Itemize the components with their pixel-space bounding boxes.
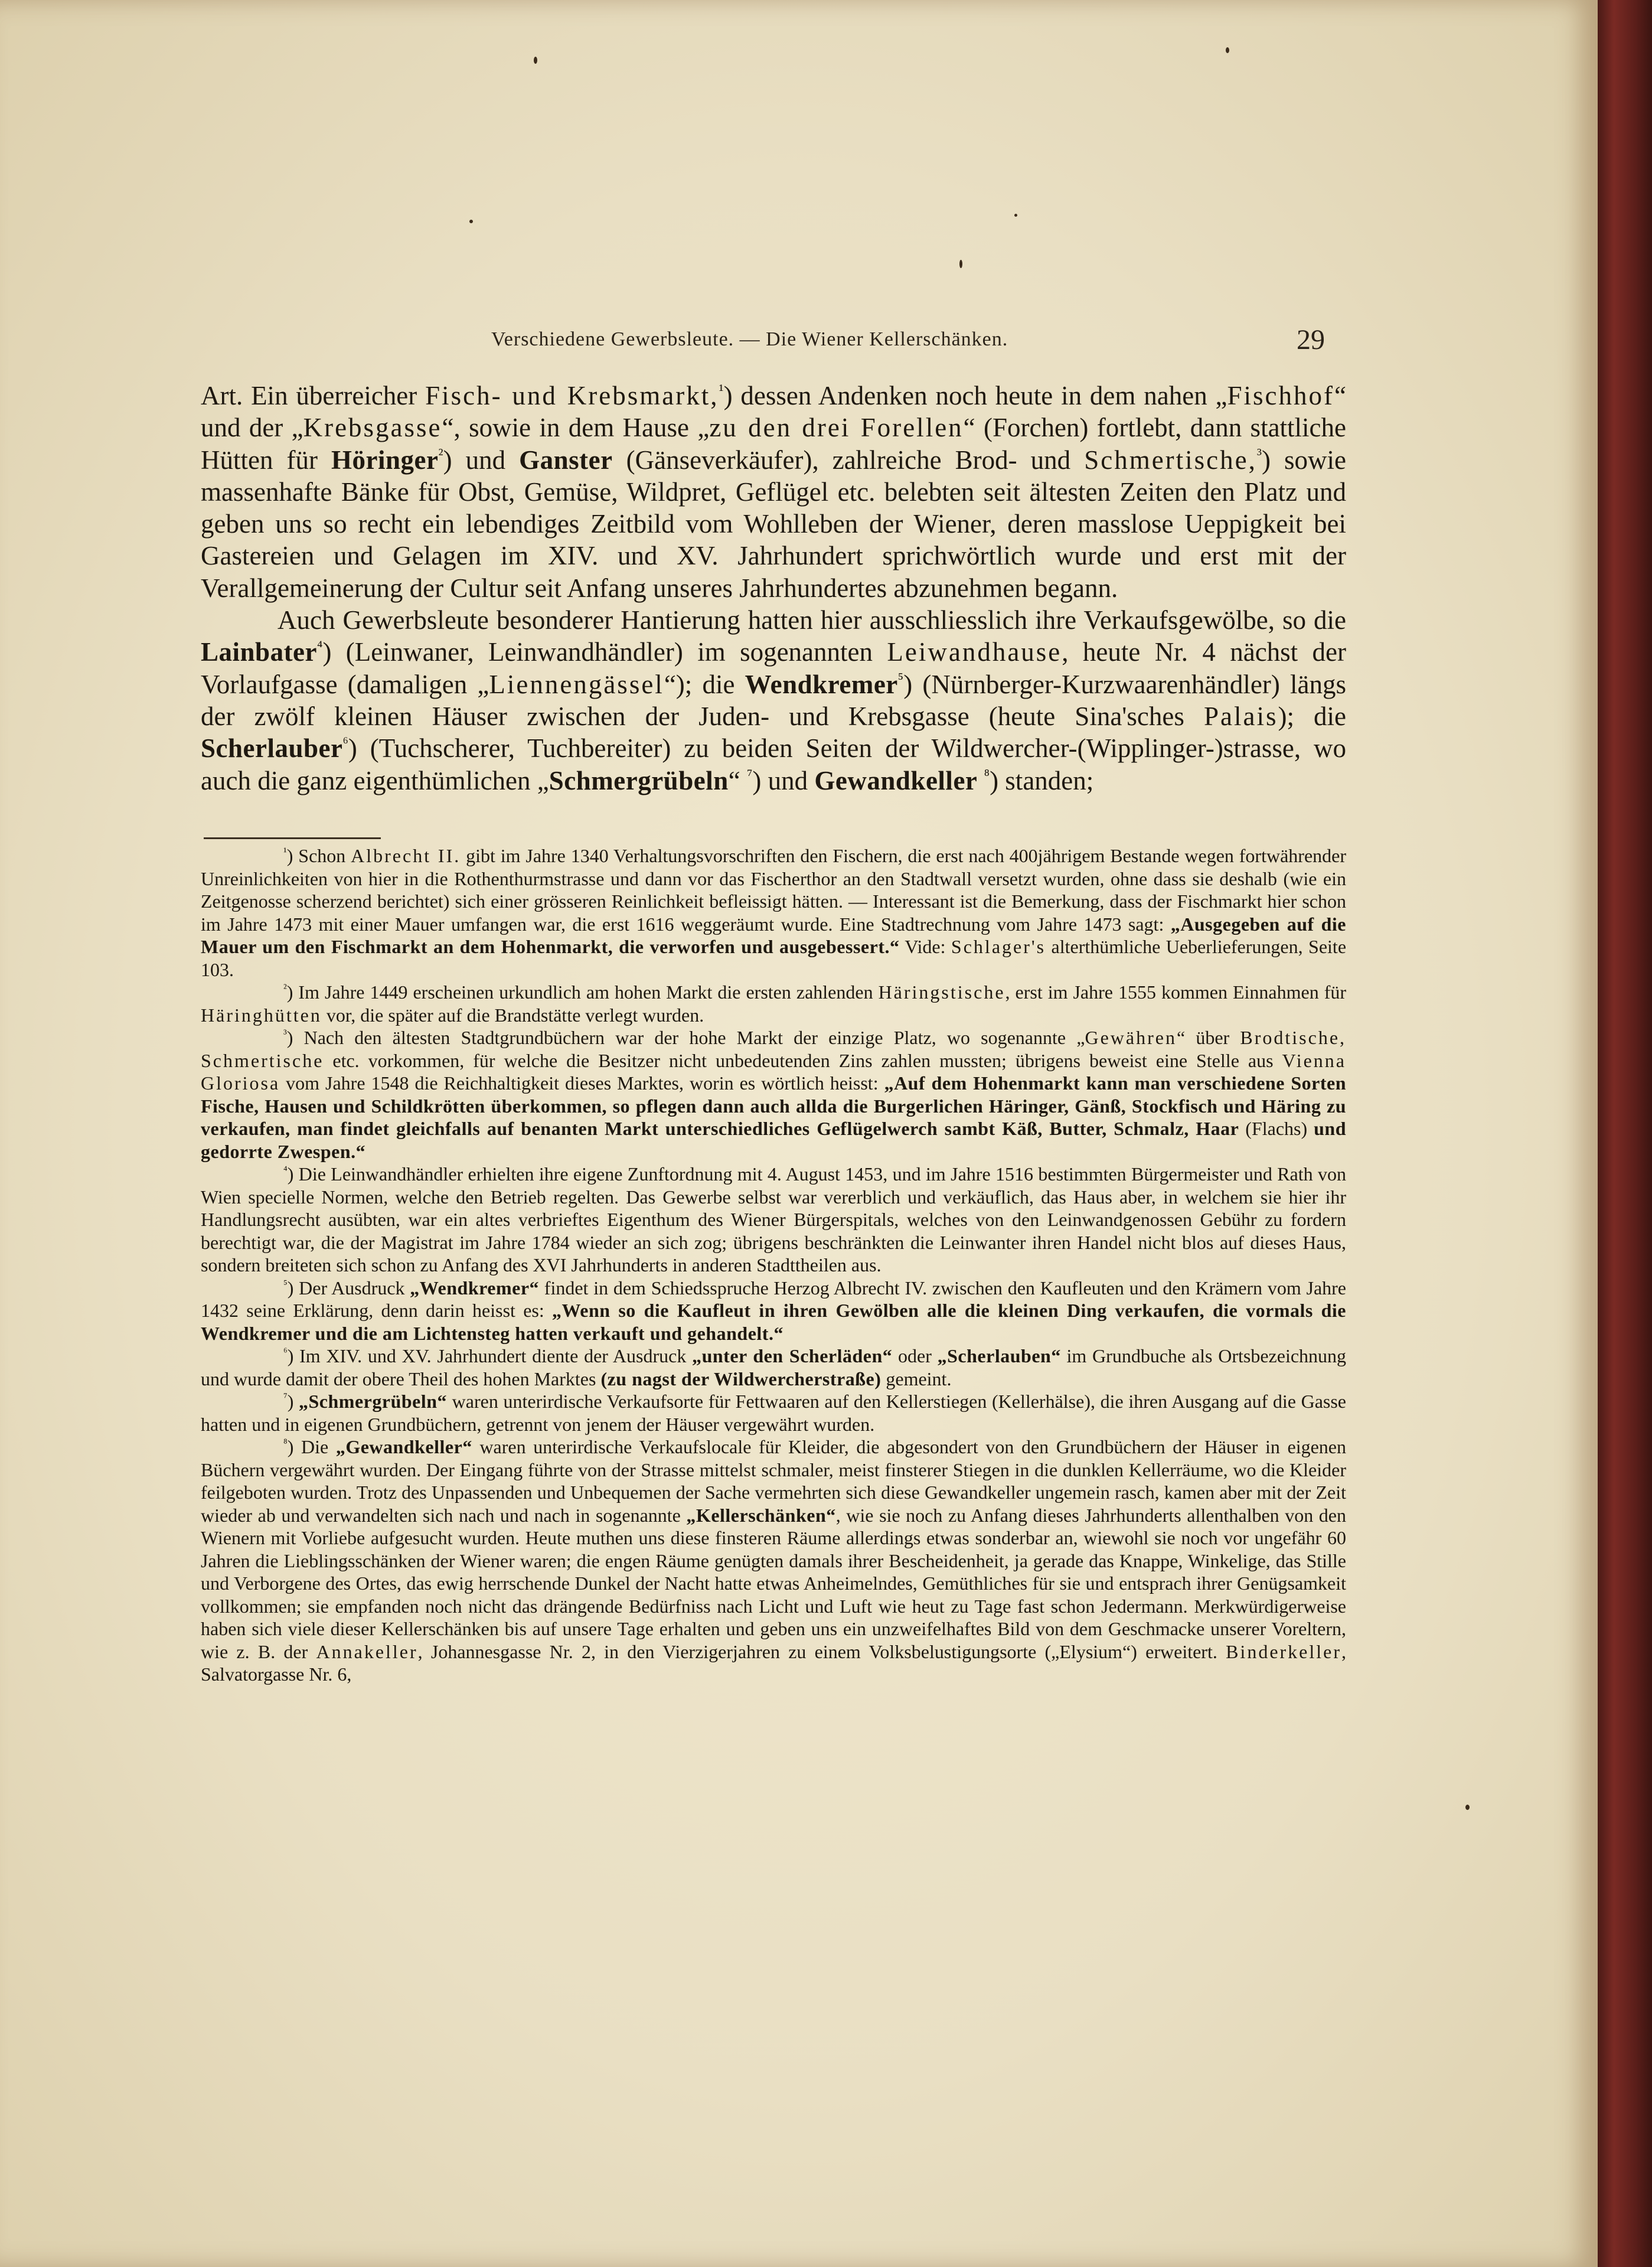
page-number: 29	[1297, 324, 1325, 355]
footnote-2: $^{^2}$) Im Jahre 1449 erscheinen urkundlich am hohen Markt die ersten zahlenden Häringstische, erst im Jahre 1555 kommen Einnahmen für Häringhütten vor, die später auf die Brandstätte verlegt wurden.	[201, 981, 1347, 1026]
paper-speck	[534, 57, 537, 64]
footnote-6: $^{^6}$) Im XIV. und XV. Jahrhundert diente der Ausdruck „unter den Scherläden“ oder „Scherlauben“ im Grundbuche als Ortsbezeichnung und wurde damit der obere Theil des hohen Marktes (zu nagst der Wildwercherstraße) gemeint.	[201, 1345, 1347, 1389]
footnote-4: $^{^4}$) Die Leinwandhändler erhielten ihre eigene Zunftordnung mit 4. August 1453, und im Jahre 1516 bestimmten Bürgermeister und Rath von Wien specielle Normen, welche den Betrieb regelten. Das Gewerbe selbst war vererblich und verkäuflich, das Haus aber, in welchem sie hier ihr Handlungsrecht ausübten, war ein altes verbrieftes Eigenthum des Wiener Bürgerspitals, welches von den Leinwandgenossen Gebühr zu fordern berechtigt war, die der Magistrat im Jahre 1784 wieder an sich zog; übrigens beschränkten die Leinwanter ihren Handel nicht blos auf dieses Haus, sondern breiteten sich schon zu Anfang des XVI Jahrhunderts in anderen Stadttheilen aus.	[201, 1163, 1346, 1276]
running-title: Verschiedene Gewerbsleute. — Die Wiener Kellerschänken.	[491, 328, 1008, 350]
paragraph: Auch Gewerbsleute besonderer Hantierung hatten hier ausschliesslich ihre Verkaufsgewölbe, so die Lainbater$^{^4}$) (Leinwaner, Leinwandhändler) im sogenannten Leiwandhause, heute Nr. 4 nächst der Vorlaufgasse (damaligen „Liennengässel“); die Wendkremer$^{^5}$) (Nürnberger-Kurzwaarenhändler) längs der zwölf kleinen Häuser zwischen der Juden- und Krebsgasse (heute Sina'sches Palais); die Scherlauber$^{^6}$) (Tuchscherer, Tuchbereiter) zu beiden Seiten der Wildwercher-(Wipplinger-)strasse, wo auch die ganz eigenthümlichen „Schmergrübeln“ $^{^7}$) und Gewandkeller $^{^8}$) standen;	[201, 605, 1347, 795]
paper-speck	[1014, 214, 1017, 217]
footnote-5: $^{^5}$) Der Ausdruck „Wendkremer“ findet in dem Schiedsspruche Herzog Albrecht IV. zwischen den Kaufleuten und den Krämern vom Jahre 1432 seine Erklärung, denn darin heisst es: „Wenn so die Kaufleut in ihren Gewölben alle die kleinen Ding verkaufen, die vormals die Wendkremer und die am Lichtensteg hatten verkauft und gehandelt.“	[201, 1277, 1347, 1344]
footnote-1: $^{^1}$) Schon Albrecht II. gibt im Jahre 1340 Verhaltungsvorschriften den Fischern, die erst nach 400jährigem Bestande wegen fortwährender Unreinlichkeiten von hier in die Rothenthurmstrasse und dann vor das Fischerthor an den Stadtwall versetzt wurden, ohne dass sie deshalb (wie ein Zeitgenosse scherzend berichtet) sich einer grösseren Reinlichkeit befleissigt hätten. — Interessant ist die Bemerkung, dass der Fischmarkt hier schon im Jahre 1473 mit einer Mauer umfangen war, die erst 1616 weggeräumt wurde. Eine Stadtrechnung vom Jahre 1473 sagt: „Ausgegeben auf die Mauer um den Fischmarkt an dem Hohenmarkt, die verworfen und ausgebessert.“ Vide: Schlager's alterthümliche Ueberlieferungen, Seite 103.	[201, 845, 1347, 980]
paper-speck	[1226, 47, 1229, 53]
footnote-7: $^{^7}$) „Schmergrübeln“ waren unterirdische Verkaufsorte für Fettwaaren auf den Kellerstiegen (Kellerhälse), die ihren Ausgang auf die Gasse hatten und in eigenen Grundbüchern, getrennt von jenem der Häuser vergewährt wurden.	[201, 1391, 1347, 1435]
main-text	[201, 380, 1346, 797]
paragraph: Art. Ein überreicher Fisch- und Krebsmarkt,$^{^1}$) dessen Andenken noch heute in dem nahen „Fischhof“ und der „Krebsgasse“, sowie in dem Hause „zu den drei Forellen“ (Forchen) fortlebt, dann stattliche Hütten für Höringer$^{^2}$) und Ganster (Gänseverkäufer), zahlreiche Brod- und Schmertische,$^{^3}$) sowie massenhafte Bänke für Obst, Gemüse, Wildpret, Geflügel etc. belebten seit ältesten Zeiten den Platz und geben uns so recht ein lebendiges Zeitbild vom Wohlleben der Wiener, deren masslose Ueppigkeit bei Gastereien und Gelagen im XIV. und XV. Jahrhundert sprichwörtlich wurde und erst mit der Verallgemeinerung der Cultur seit Anfang unseres Jahrhundertes abzunehmen begann.	[201, 381, 1347, 603]
footnotes	[201, 844, 1346, 1686]
book-binding-edge	[1598, 0, 1652, 2267]
footnote-divider	[204, 837, 381, 839]
footnote-8: $^{^8}$) Die „Gewandkeller“ waren unterirdische Verkaufslocale für Kleider, die abgesondert von den Grundbüchern der Häuser in eigenen Büchern vergewährt wurden. Der Eingang führte von der Strasse mittelst schmaler, meist finsterer Stiegen in die dunklen Kellerräume, wo die Kleider feilgeboten wurden. Trotz des Unpassenden und Unbequemen der Sache vermehrten sich diese Gewandkeller ungemein rasch, kamen aber mit der Zeit wieder ab und verwandelten sich nach und nach in sogenannte „Kellerschänken“, wie sie noch zu Anfang dieses Jahrhunderts allenthalben von den Wienern mit Vorliebe aufgesucht wurden. Heute muthen uns diese finsteren Räume allerdings etwas sonderbar an, wiewohl sie noch vor ungefähr 60 Jahren die Lieblingsschänken der Wiener waren; die engen Räume genügten damals ihrer Bescheidenheit, ja gerade das Knappe, Winkelige, das Stille und Verborgene des Ortes, das ewig herrschende Dunkel der Nacht hatte etwas Anheimelndes, Gemüthliches für sie und entsprach ihrer Genügsamkeit vollkommen; sie empfanden noch nicht das drängende Bedürfniss nach Licht und Luft wie heut zu Tage fast schon Jedermann. Merkwürdigerweise haben sich viele dieser Kellerschänken bis auf unsere Tage erhalten und geben uns ein unzweifelhaftes Bild von dem Geschmacke unserer Voreltern, wie z. B. der Annakeller, Johannesgasse Nr. 2, in den Vierzigerjahren zu einem Volksbelustigungsorte („Elysium“) erweitert. Binderkeller, Salvatorgasse Nr. 6,	[201, 1436, 1347, 1685]
footnote-3: $^{^3}$) Nach den ältesten Stadtgrundbüchern war der hohe Markt der einzige Platz, wo sogenannte „Gewähren“ über Brodtische, Schmertische etc. vorkommen, für welche die Besitzer nicht unbedeutenden Zins zahlen mussten; übrigens beweist eine Stelle aus Vienna Gloriosa vom Jahre 1548 die Reichhaltigkeit dieses Marktes, worin es wörtlich heisst: „Auf dem Hohenmarkt kann man verschiedene Sorten Fische, Hausen und Schildkrötten überkommen, so pflegen dann auch allda die Burgerlichen Häringer, Gänß, Stockfisch und Häring zu verkaufen, man findet gleichfalls auf benanten Markt unterschiedliches Geflügelwerch sambt Käß, Butter, Schmalz, Haar (Flachs) und gedorrte Zwespen.“	[201, 1027, 1347, 1162]
paper-speck	[959, 260, 962, 268]
paper-speck	[469, 220, 473, 223]
paper-speck	[1465, 1805, 1470, 1810]
